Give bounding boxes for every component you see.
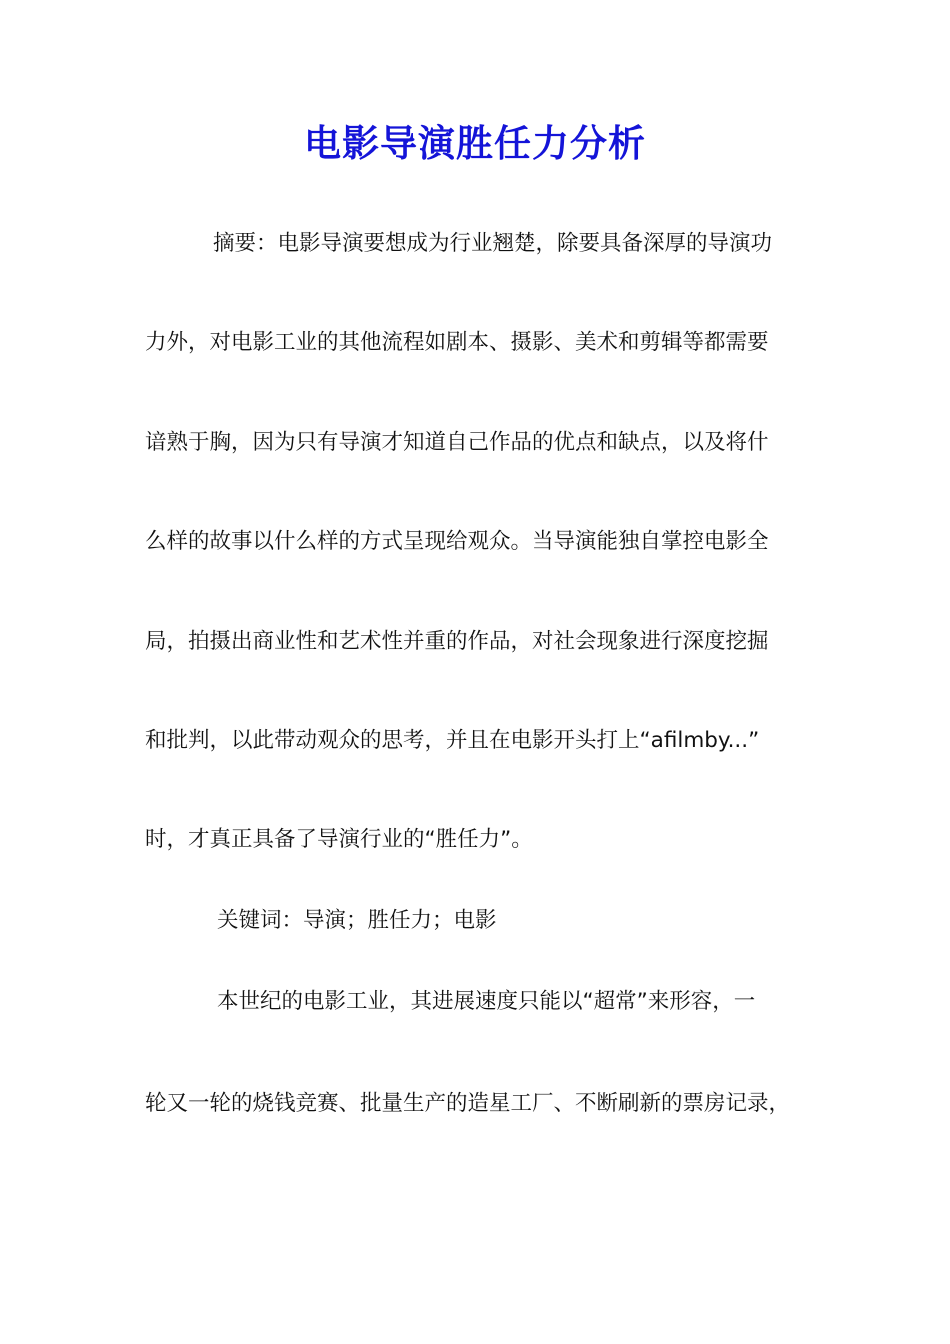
body-line-1: 本世纪的电影工业，其进展速度只能以“超常”来形容，一 (217, 989, 756, 1014)
abstract-line-3: 谙熟于胸，因为只有导演才知道自己作品的优点和缺点，以及将什 (145, 430, 769, 455)
abstract-line-5: 局，拍摄出商业性和艺术性并重的作品，对社会现象进行深度挖掘 (145, 629, 769, 654)
abstract-line-2: 力外，对电影工业的其他流程如剧本、摄影、美术和剪辑等都需要 (145, 330, 769, 355)
document-title: 电影导演胜任力分析 (304, 122, 646, 165)
abstract-line-7: 时，才真正具备了导演行业的“胜任力”。 (145, 827, 533, 852)
keywords-line: 关键词：导演；胜任力；电影 (217, 908, 497, 933)
abstract-line-6: 和批判，以此带动观众的思考，并且在电影开头打上“afilmby...” (145, 728, 760, 753)
abstract-line-1: 摘要：电影导演要想成为行业翘楚，除要具备深厚的导演功 (213, 231, 773, 256)
abstract-line-4: 么样的故事以什么样的方式呈现给观众。当导演能独自掌控电影全 (145, 529, 769, 554)
body-line-2: 轮又一轮的烧钱竞赛、批量生产的造星工厂、不断刷新的票房记录， (145, 1091, 791, 1116)
